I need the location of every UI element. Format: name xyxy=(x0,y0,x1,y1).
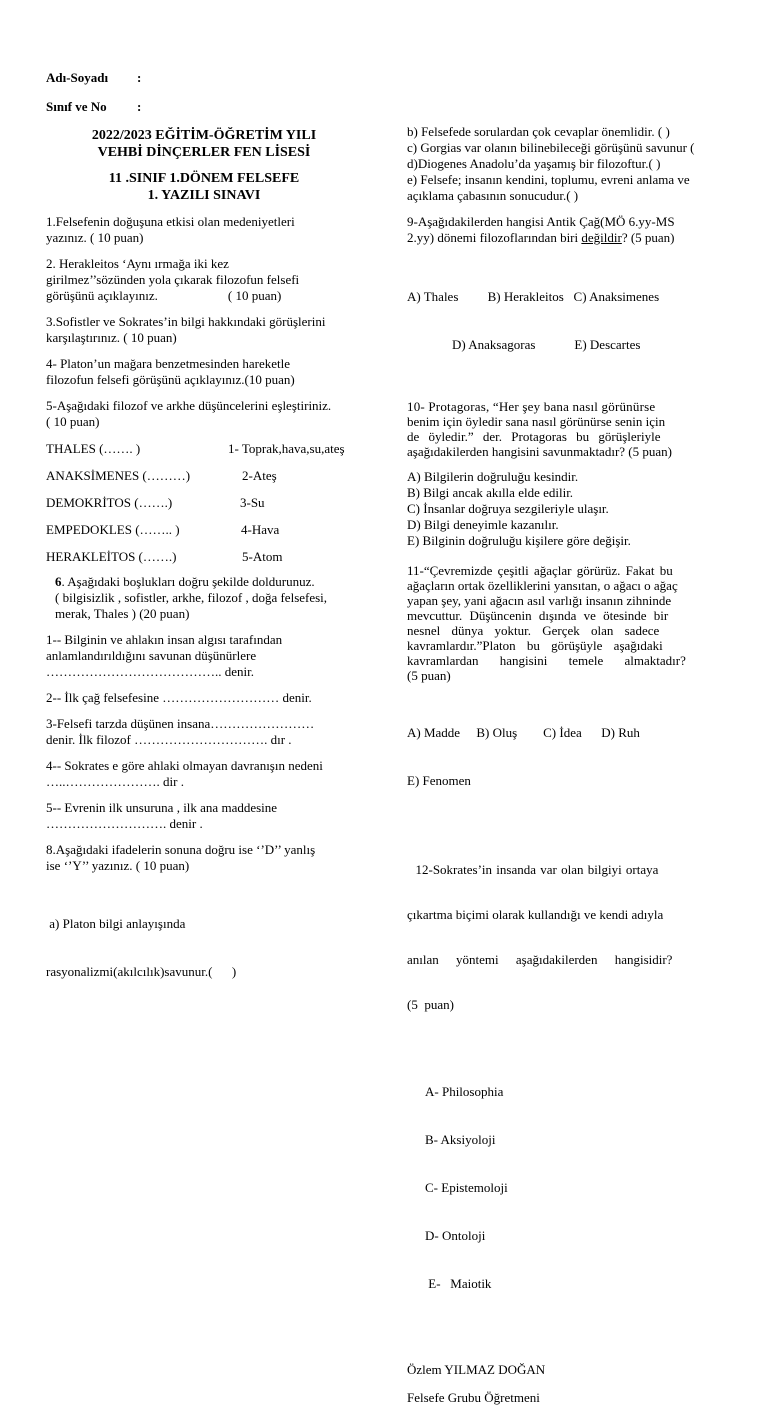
option-b: B- Aksiyoloji xyxy=(425,1132,496,1147)
left-column xyxy=(46,70,362,1012)
option-c: C) İnsanlar doğruya sezgileriyle ulaşır. xyxy=(407,501,609,516)
fill-item-text: ………………………. denir . xyxy=(46,816,203,831)
matching-row xyxy=(46,495,362,511)
question-6-text-3: merak, Thales ) (20 puan) xyxy=(55,606,190,621)
question-9-options xyxy=(407,257,723,385)
fill-item-text: 3-Felsefi tarzda düşünen insana…………………… xyxy=(46,716,315,731)
matching-arkhe: 5-Atom xyxy=(242,549,283,564)
matching-row xyxy=(46,468,362,484)
question-9-points: ? (5 puan) xyxy=(621,230,675,245)
question-6 xyxy=(46,574,362,622)
question-2-points: ( 10 puan) xyxy=(227,288,282,303)
option-a: A) Bilgilerin doğruluğu kesindir. xyxy=(407,469,579,484)
name-row xyxy=(46,70,362,86)
question-3-points: karşılaştırınız. ( 10 puan) xyxy=(46,330,177,345)
fill-item-text: 4-- Sokrates e göre ahlaki olmayan davranışın nedeni xyxy=(46,758,323,773)
exam-title xyxy=(46,127,362,161)
question-1 xyxy=(46,214,362,246)
question-10-text: aşağıdakilerden hangisini savunmaktadır? (5 puan) xyxy=(407,444,672,459)
question-10 xyxy=(407,399,723,459)
fill-item-text: 2-- İlk çağ felsefesine ……………………… denir. xyxy=(46,690,312,705)
question-8-c: c) Gorgias var olanın bilinebileceği görüşünü savunur ( xyxy=(407,140,695,155)
question-5-text: 5-Aşağıdaki filozof ve arkhe düşüncelerini eşleştiriniz. xyxy=(46,398,332,413)
question-2-text-3a: görüşünü açıklayınız. xyxy=(46,288,158,303)
question-6-text-2: ( bilgisizlik , sofistler, arkhe, filozof , doğa felsefesi, xyxy=(55,590,328,605)
question-11-text: yapan şey, yani ağacın asıl varlığı insanın zihninde xyxy=(407,593,672,608)
fill-item-text: denir. İlk filozof …………………………. dır . xyxy=(46,732,292,747)
fill-item-text: ………………………………….. denir. xyxy=(46,664,254,679)
option-d: D) Bilgi deneyimle kazanılır. xyxy=(407,517,559,532)
matching-row xyxy=(46,549,362,565)
matching-arkhe: 2-Ateş xyxy=(242,468,277,483)
question-11-text: kavramlardır.”Platon bu görüşüyle aşağıdaki xyxy=(407,638,663,653)
teacher-role: Felsefe Grubu Öğretmeni xyxy=(407,1390,540,1405)
question-8-e-1: e) Felsefe; insanın kendini, toplumu, evreni anlama ve xyxy=(407,172,690,187)
question-12-text: anılan yöntemi aşağıdakilerden hangisidir? xyxy=(407,952,673,967)
matching-arkhe: 3-Su xyxy=(240,495,265,510)
fill-item-4 xyxy=(46,758,362,790)
question-8-text-2: ise ‘’Y’’ yazınız. ( 10 puan) xyxy=(46,858,190,873)
question-9-text-1: 9-Aşağıdakilerden hangisi Antik Çağ(MÖ 6.yy-MS xyxy=(407,214,675,229)
question-9-text-2 xyxy=(407,230,723,246)
question-5-points: ( 10 puan) xyxy=(46,414,100,429)
matching-philosopher: DEMOKRİTOS (…….) xyxy=(46,495,173,510)
question-11-options-2: E) Fenomen xyxy=(407,773,471,788)
question-9-text-2a: 2.yy) dönemi filozoflarından biri xyxy=(407,230,582,245)
question-11 xyxy=(407,563,723,683)
fill-item-2 xyxy=(46,690,362,706)
question-12-options xyxy=(407,1052,723,1324)
option-d: D- Ontoloji xyxy=(425,1228,486,1243)
question-8-continued xyxy=(407,124,723,204)
question-12-points: (5 puan) xyxy=(407,997,454,1012)
question-3-text: 3.Sofistler ve Sokrates’in bilgi hakkındaki görüşlerini xyxy=(46,314,326,329)
class-label: Sınıf ve No xyxy=(46,99,107,114)
option-e: E- Maiotik xyxy=(425,1276,492,1291)
matching-list xyxy=(46,441,362,565)
question-12-text: 12-Sokrates’in insanda var olan bilgiyi ortaya xyxy=(407,862,659,877)
question-11-text: mevcuttur. Düşüncenin dışında ve ötesinde bir xyxy=(407,608,669,623)
question-8-e-2: açıklama çabasının sonucudur.( ) xyxy=(407,188,579,203)
question-2-text-1: 2. Herakleitos ‘Aynı ırmağa iki kez xyxy=(46,256,229,271)
question-10-text: benim için öyledir sana nasıl görünürse senin için xyxy=(407,414,666,429)
question-12 xyxy=(407,832,723,1042)
question-11-text: nesnel dünya yoktur. Gerçek olan sadece xyxy=(407,623,660,638)
question-9 xyxy=(407,214,723,246)
question-1-points: yazınız. ( 10 puan) xyxy=(46,230,144,245)
fill-item-5 xyxy=(46,800,362,832)
teacher-name: Özlem YILMAZ DOĞAN xyxy=(407,1362,546,1377)
right-column xyxy=(407,124,723,1406)
matching-philosopher: ANAKSİMENES (………) xyxy=(46,468,191,483)
title-course: 11 .SINIF 1.DÖNEM FELSEFE xyxy=(108,171,300,186)
question-12-text: çıkartma biçimi olarak kullandığı ve kendi adıyla xyxy=(407,907,664,922)
fill-item-text: 5-- Evrenin ilk unsuruna , ilk ana maddesine xyxy=(46,800,278,815)
question-8-text-1: 8.Aşağıdaki ifadelerin sonuna doğru ise ‘’D’’ yanlış xyxy=(46,842,316,857)
fill-item-text: 1-- Bilginin ve ahlakın insan algısı tarafından xyxy=(46,632,283,647)
fill-item-text: anlamlandırıldığını savunan düşünürlere xyxy=(46,648,257,663)
option-e: E) Bilginin doğruluğu kişilere göre değişir. xyxy=(407,533,631,548)
class-row xyxy=(46,99,362,115)
fill-item-text: …..…………………. dir . xyxy=(46,774,184,789)
matching-philosopher: HERAKLEİTOS (…….) xyxy=(46,549,177,564)
question-6-instruction: . Aşağıdaki boşlukları doğru şekilde doldurunuz. xyxy=(61,574,315,589)
question-11-text: ağaçların ortak özelliklerini yansıtan, o ağacı o ağaç xyxy=(407,578,678,593)
question-8-d: d)Diogenes Anadolu’da yaşamış bir filozoftur.( ) xyxy=(407,156,661,171)
matching-row xyxy=(46,522,362,538)
question-8 xyxy=(46,842,362,874)
question-9-options-2: D) Anaksagoras E) Descartes xyxy=(452,337,641,352)
question-8-a-text-1: a) Platon bilgi anlayışında xyxy=(46,916,186,931)
option-b: B) Bilgi ancak akılla elde edilir. xyxy=(407,485,574,500)
title-school: VEHBİ DİNÇERLER FEN LİSESİ xyxy=(97,145,311,160)
matching-row xyxy=(46,441,362,457)
matching-philosopher: EMPEDOKLES (…….. ) xyxy=(46,522,180,537)
fill-item-3 xyxy=(46,716,362,748)
question-6-number: 6 xyxy=(55,574,62,589)
class-colon: : xyxy=(137,99,142,114)
fill-item-1 xyxy=(46,632,362,680)
question-11-options-1: A) Madde B) Oluş C) İdea D) Ruh xyxy=(407,725,640,740)
question-4-text-1: 4- Platon’un mağara benzetmesinden hareketle xyxy=(46,356,291,371)
question-5 xyxy=(46,398,362,430)
question-8-b: b) Felsefede sorulardan çok cevaplar önemlidir. ( ) xyxy=(407,124,670,139)
question-8-a-text-2: rasyonalizmi(akılcılık)savunur.( ) xyxy=(46,964,237,979)
question-11-points: (5 puan) xyxy=(407,668,451,683)
option-a: A- Philosophia xyxy=(425,1084,504,1099)
question-10-text: de öyledir.” der. Protagoras bu görüşleriyle xyxy=(407,429,661,444)
question-10-options xyxy=(407,469,723,549)
question-2-text-2: girilmez’’sözünden yola çıkarak filozofun felsefi xyxy=(46,272,300,287)
exam-subtitle xyxy=(46,170,362,204)
matching-arkhe: 1- Toprak,hava,su,ateş xyxy=(228,441,345,456)
question-9-underlined: değildir xyxy=(581,230,622,245)
question-3 xyxy=(46,314,362,346)
option-c: C- Epistemoloji xyxy=(425,1180,508,1195)
question-8-a xyxy=(46,884,362,1012)
question-11-text: 11-“Çevremizde çeşitli ağaçlar görürüz. Fakat bu xyxy=(407,563,673,578)
name-label: Adı-Soyadı xyxy=(46,70,109,85)
question-2-text-3 xyxy=(46,288,362,304)
question-10-text: 10- Protagoras, “Her şey bana nasıl görünürse xyxy=(407,399,656,414)
question-2 xyxy=(46,256,362,304)
matching-arkhe: 4-Hava xyxy=(241,522,280,537)
matching-philosopher: THALES (……. ) xyxy=(46,441,141,456)
question-4 xyxy=(46,356,362,388)
question-4-text-2: filozofun felsefi görüşünü açıklayınız.(10 puan) xyxy=(46,372,295,387)
question-1-text: 1.Felsefenin doğuşuna etkisi olan medeniyetleri xyxy=(46,214,295,229)
name-colon: : xyxy=(137,70,142,85)
question-11-options xyxy=(407,693,723,821)
title-exam: 1. YAZILI SINAVI xyxy=(147,188,261,203)
question-11-text: kavramlardan hangisini temele almaktadır? xyxy=(407,653,686,668)
title-year: 2022/2023 EĞİTİM-ÖĞRETİM YILI xyxy=(91,128,317,143)
question-9-options-1: A) Thales B) Herakleitos C) Anaksimenes xyxy=(407,289,660,304)
question-6-text-1 xyxy=(55,574,362,590)
